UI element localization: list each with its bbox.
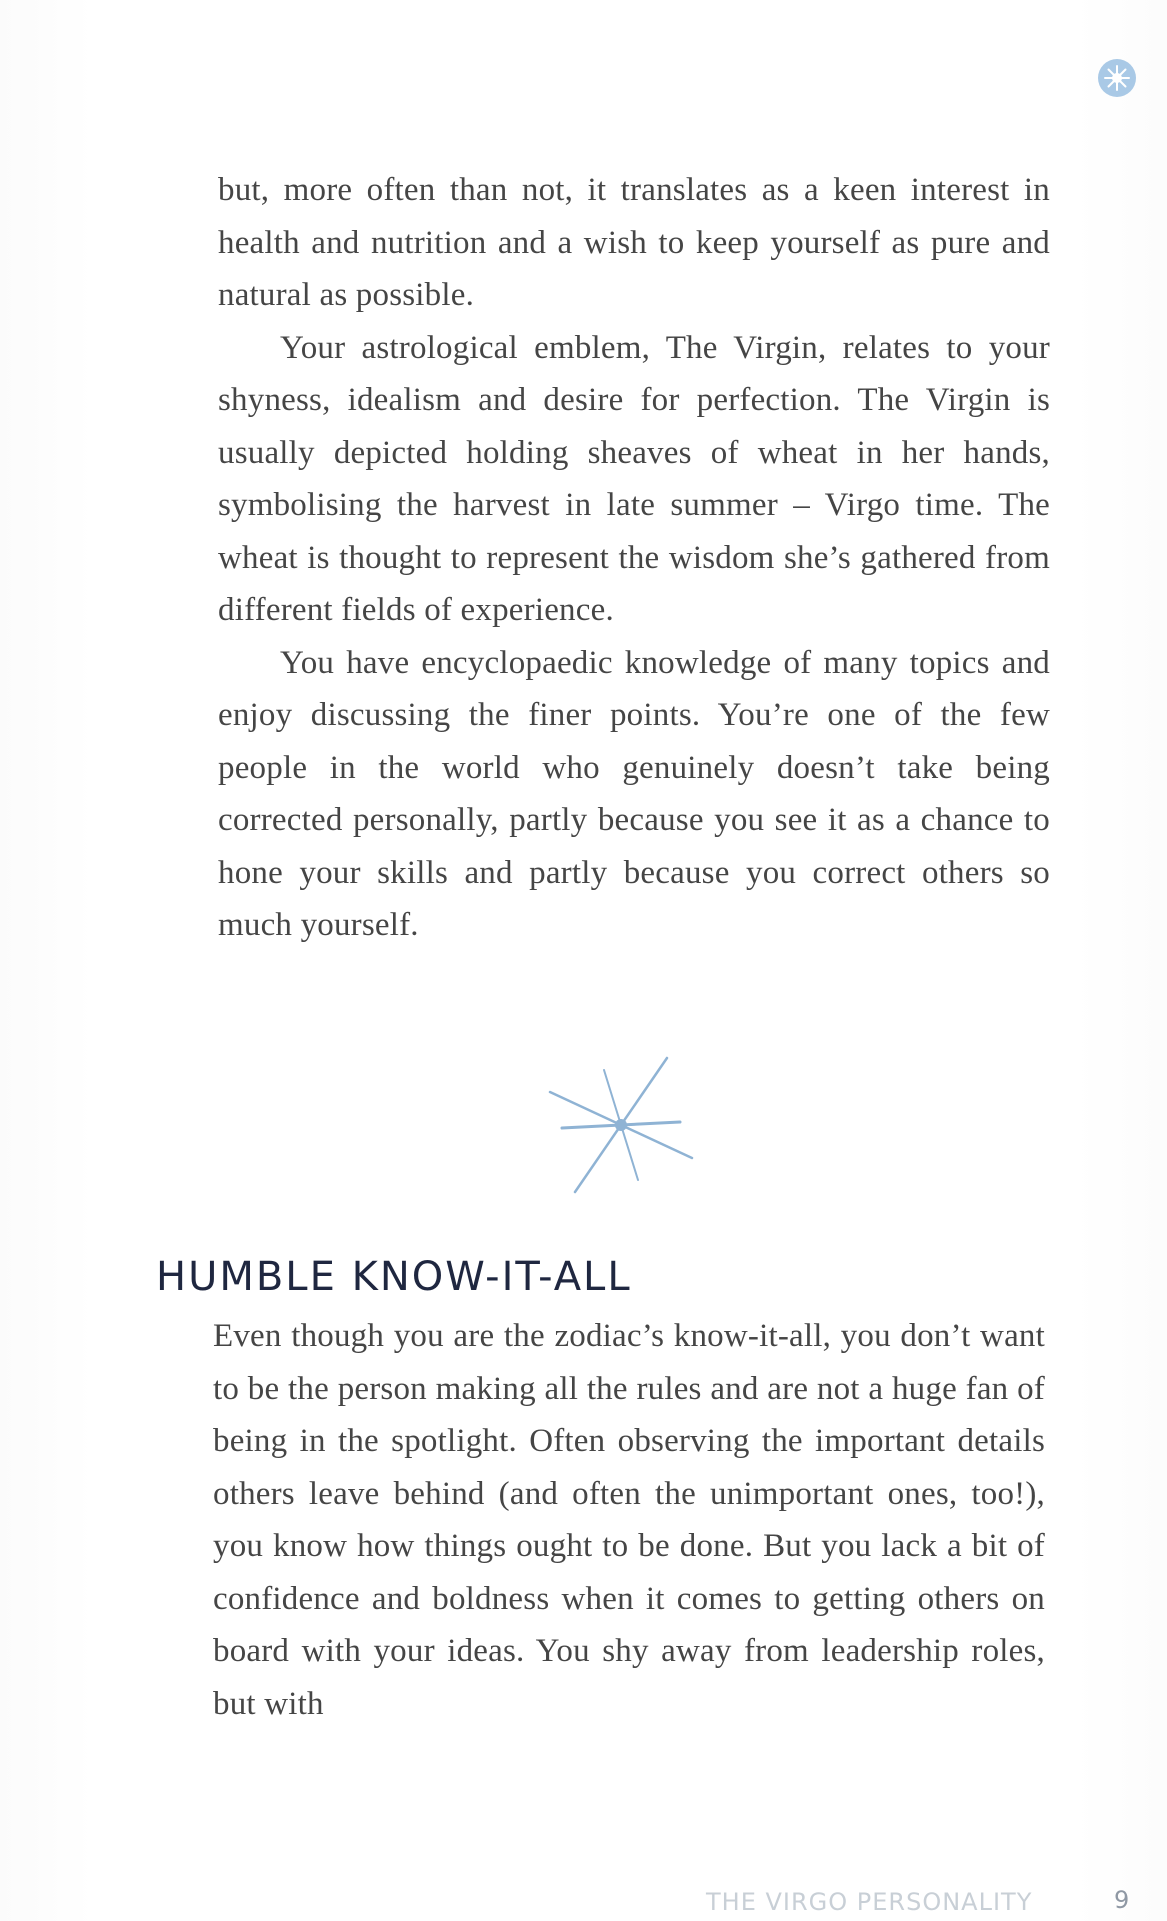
section-heading: HUMBLE KNOW-IT-ALL (156, 1254, 632, 1300)
body-text-block (218, 164, 1050, 952)
starburst-badge-icon (1097, 58, 1137, 98)
eight-point-star-icon (540, 1050, 702, 1200)
page-number: 9 (1114, 1886, 1130, 1914)
body-paragraph: Your astrological emblem, The Virgin, relates to your shyness, idealism and desire for perfection. The Virgin is usually depicted holding sheaves of wheat in her hands, symbolising the harvest in late summer – Virgo time. The wheat is thought to represent the wisdom she’s gathered from different fields of experience. (218, 329, 1050, 628)
body-paragraph: You have encyclopaedic knowledge of many topics and enjoy discussing the finer points. You’re one of the few people in the world who genuinely doesn’t take being corrected personally, partly because you see it as a chance to hone your skills and partly because you correct others so much yourself. (218, 644, 1050, 943)
running-footer-title: THE VIRGO PERSONALITY (706, 1888, 1033, 1916)
section-text-block (213, 1310, 1045, 1730)
body-paragraph: Even though you are the zodiac’s know-it-all, you don’t want to be the person making all the rules and are not a huge fan of being in the spotlight. Often observing the important details others leave behind (and often the unimportant ones, too!), you know how things ought to be done. But you lack a bit of confidence and boldness when it comes to getting others on board with your ideas. You shy away from leadership roles, but with (213, 1318, 1045, 1722)
body-paragraph: but, more often than not, it translates as a keen interest in health and nutrition and a wish to keep yourself as pure and natural as possible. (218, 172, 1050, 313)
